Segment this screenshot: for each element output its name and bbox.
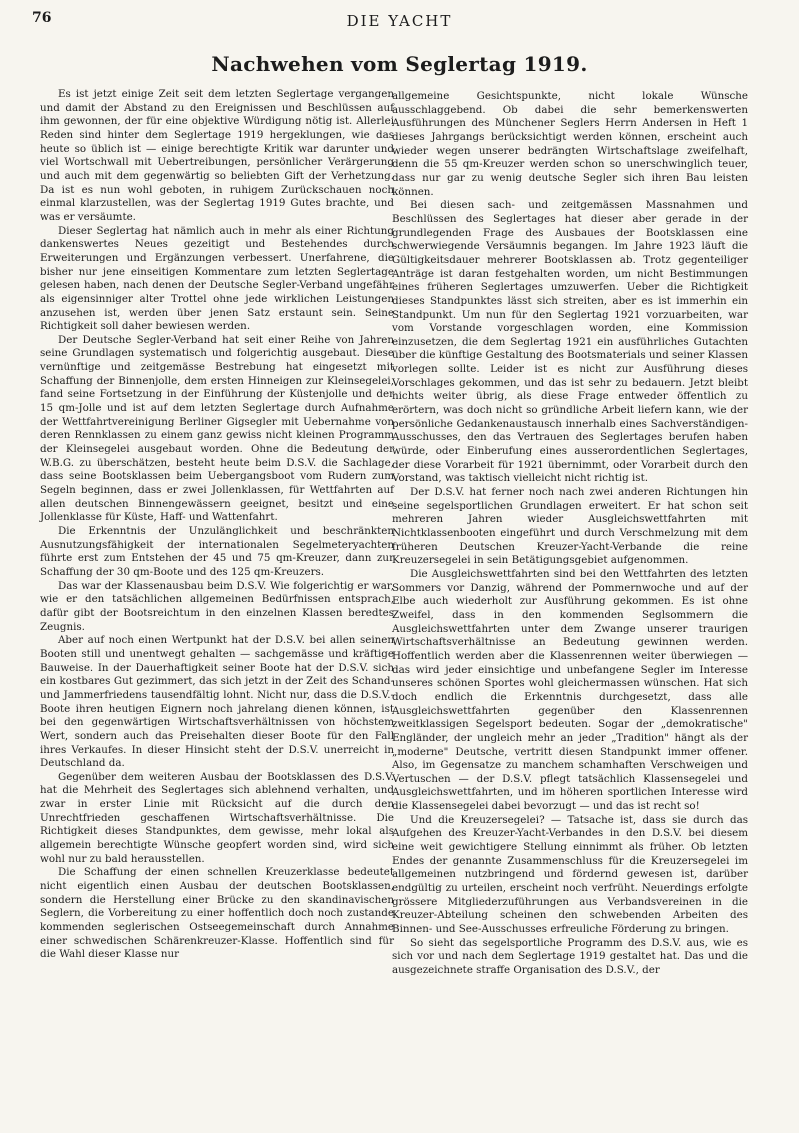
running-title: DIE YACHT	[346, 12, 453, 30]
paragraph: Gegenüber dem weiteren Ausbau der Bootsklassen des D.S.V. hat die Mehrheit des Seglertages sich ablehnend verhalten, und zwar in erster Linie mit Rücksicht auf die durch den Unrechtfrieden geschaffenen Wirtschaftsverhältnisse. Die Richtigkeit dieses Standpunktes, dem gewisse, mehr lokal als allgemein berechtigte Wünsche geopfert worden sind, wird sich wohl nur zu bald herausstellen.	[40, 770, 394, 865]
paragraph: Das war der Klassenausbau beim D.S.V. Wie folgerichtig er war, wie er den tatsächlichen allgemeinen Bedürfnissen entsprach, dafür gibt der Bootsreichtum in den einzelnen Klassen beredtes Zeugnis.	[40, 579, 394, 633]
paragraph: Der D.S.V. hat ferner noch nach zwei anderen Richtungen hin seine segelsportlichen Grundlagen erweitert. Er hat schon seit mehreren Jahren wieder Ausgleichswettfahrten mit Nichtklassenbooten eingeführt und durch Verschmelzung mit dem früheren Deutschen Kreuzer-Yacht-Verbande die reine Kreuzersegelei in sein Betätigungsgebiet aufgenommen.	[392, 486, 748, 567]
paragraph: Es ist jetzt einige Zeit seit dem letzten Seglertage vergangen und damit der Abstand zu den Ereignissen und Beschlüssen auf ihm gewonnen, der für eine objektive Würdigung nötig ist. Allerlei Reden sind hinter dem Seglertage 1919 hergeklungen, wie das heute so üblich ist — einige berechtigte Kritik war darunter und viel Wortschwall mit Uebertreibungen, persönlicher Verärgerung und auch mit dem gegenwärtig so beliebten Gift der Verhetzung. Da ist es nun wohl geboten, in ruhigem Zurückschauen noch einmal klarzustellen, was der Seglertag 1919 Gutes brachte, und was er versäumte.	[40, 88, 394, 223]
paragraph: Die Erkenntnis der Unzulänglichkeit und beschränkten Ausnutzungsfähigkeit der internationalen Segelmeteryachten führte erst zum Entstehen der 45 und 75 qm-Kreuzer, dann zur Schaffung der 30 qm-Boote und des 125 qm-Kreuzers.	[40, 525, 394, 578]
article-title: Nachwehen vom Seglertag 1919.	[211, 52, 588, 76]
paragraph: Bei diesen sach- und zeitgemässen Massnahmen und Beschlüssen des Seglertages hat dieser aber gerade in der grundlegenden Frage des Ausbaues der Bootsklassen eine schwerwiegende Versäumnis begangen. Im Jahre 1923 läuft die Gültigkeitsdauer mehrerer Bootsklassen ab. Trotz gegenteiliger Anträge ist daran festgehalten worden, um nicht Bestimmungen eines früheren Seglertages umzuwerfen. Ueber die Richtigkeit dieses Standpunktes lässt sich streiten, aber es ist immerhin ein Standpunkt. Um nun für den Seglertag 1921 vorzuarbeiten, war vom Vorstande vorgeschlagen worden, eine Kommission einzusetzen, die dem Seglertag 1921 ein ausführliches Gutachten über die künftige Gestaltung des Bootsmaterials und seiner Klassen vorlegen sollte. Leider ist es nicht zur Ausführung dieses Vorschlages gekommen, und das ist sehr zu bedauern. Jetzt bleibt nichts weiter übrig, als diese Frage entweder öffentlich zu erörtern, was doch nicht so gründliche Arbeit liefern kann, wie der persönliche Gedankenaustausch innerhalb eines Sachverständigen-Ausschusses, den das Vertrauen des Seglertages berufen haben würde, oder Einberufung eines ausserordentlichen Seglertages, der diese Vorarbeit für 1921 übernimmt, oder Vorarbeit durch den Vorstand, was taktisch vielleicht nicht richtig ist.	[392, 199, 749, 485]
paragraph: Der Deutsche Segler-Verband hat seit einer Reihe von Jahren seine Grundlagen systematisch und folgerichtig ausgebaut. Diese vernünftige und zeitgemässe Bestrebung hat eingesetzt mit Schaffung der Binnenjolle, dem ersten Hinneigen zur Kleinsegelei, fand seine Fortsetzung in der Einführung der Küstenjolle und der 15 qm-Jolle und ist auf dem letzten Seglertage durch Aufnahme der Wettfahrtvereinigung Berliner Gigsegler mit Uebernahme von deren Rennklassen zu einem ganz gewiss nicht kleinen Programm der Kleinsegelei ausgebaut worden. Ohne die Bedeutung der W.B.G. zu überschätzen, besteht heute beim D.S.V. die Sachlage, dass seine Bootsklassen beim Uebergangsboot vom Rudern zum Segeln beginnen, dass er zwei Jollenklassen, für Wettfahrten auf allen deutschen Binnengewässern geeignet, besitzt und eine Jollenklasse für Küste, Haff- und Wattenfahrt.	[40, 333, 394, 524]
left-column	[40, 88, 394, 962]
page-number: 76	[32, 10, 52, 26]
paragraph: Die Ausgleichswettfahrten sind bei den Wettfahrten des letzten Sommers vor Danzig, während der Pommernwoche und auf der Elbe auch wiederholt zur Ausführung gekommen. Es ist ohne Zweifel, dass in den kommenden Seglsommern die Ausgleichswettfahrten unter dem Zwange unserer traurigen Wirtschaftsverhältnisse an Bedeutung gewinnen werden. Hoffentlich werden aber die Klassenrennen weiter überwiegen — das wird jeder einsichtige und unbefangene Segler im Interesse unseres schönen Sportes wohl gleichermassen wünschen. Hat sich doch endlich die Erkenntnis durchgesetzt, dass alle Ausgleichswettfahrten gegenüber den Klassenrennen zweitklassigen Segelsport bedeuten. Sogar der „demokratische" Engländer, der ungleich mehr an jeder „Tradition" hängt als der „moderne" Deutsche, vertritt diesen Standpunkt immer offener. Also, im Gegensatze zu manchem schamhaften Verschweigen und Vertuschen — der D.S.V. pflegt tatsächlich Klassensegelei und Ausgleichswettfahrten, und im höheren sportlichen Interesse wird die Klassensegelei dabei bevorzugt — und das ist recht so!	[392, 567, 748, 813]
paragraph: Dieser Seglertag hat nämlich auch in mehr als einer Richtung dankenswertes Neues gezeitigt und Bestehendes durch Erweiterungen und Ergänzungen verbessert. Unerfahrene, die bisher nur jene einseitigen Kommentare zum letzten Seglertage gelesen haben, nach denen der Deutsche Segler-Verband ungefähr als eigensinniger alter Trottel ohne jede wirklichen Leistungen anzusehen ist, werden über jenen Satz erstaunt sein. Seine Richtigkeit soll daher bewiesen werden.	[40, 224, 394, 333]
paragraph: Aber auf noch einen Wertpunkt hat der D.S.V. bei allen seinen Booten still und unentwegt gehalten — sachgemässe und kräftige Bauweise. In der Dauerhaftigkeit seiner Boote hat der D.S.V. sich ein kostbares Gut gezimmert, das sich jetzt in der Zeit des Schand- und Jammerfriedens tausendfältig lohnt. Nicht nur, dass die D.S.V.-Boote ihren heutigen Eignern noch jahrelang dienen können, ist bei den gegenwärtigen Wirtschaftsverhältnissen von höchstem Wert, sondern auch das Preisehalten dieser Boote für den Fall ihres Verkaufes. In dieser Hinsicht steht der D.S.V. unerreicht in Deutschland da.	[40, 634, 394, 770]
paragraph: Und die Kreuzersegelei? — Tatsache ist, dass sie durch das Aufgehen des Kreuzer-Yacht-Verbandes in den D.S.V. bei diesem eine weit gewichtigere Stellung einnimmt als früher. Ob letzten Endes der genannte Zusammenschluss für die Kreuzersegelei im allgemeinen nutzbringend und fördernd gewesen ist, darüber endgültig zu urteilen, erscheint noch verfrüht. Neuerdings erfolgte grössere Mitgliederzuführungen aus Verbandsvereinen in die Kreuzer-Abteilung scheinen den schwebenden Arbeiten des Binnen- und See-Ausschusses erfreuliche Förderung zu bringen.	[392, 813, 748, 936]
right-column	[392, 90, 748, 978]
paragraph: allgemeine Gesichtspunkte, nicht lokale Wünsche ausschlaggebend. Ob dabei die sehr bemerkenswerten Ausführungen des Münchener Seglers Herrn Andersen in Heft 1 dieses Jahrgangs berücksichtigt werden können, erscheint auch wieder wegen unserer bedrängten Wirtschaftslage zweifelhaft, denn die 55 qm-Kreuzer werden schon so unerschwinglich teuer, dass nur gar zu wenig deutsche Segler sich ihren Bau leisten können.	[392, 90, 748, 198]
paragraph: Die Schaffung der einen schnellen Kreuzerklasse bedeutet nicht eigentlich einen Ausbau der deutschen Bootsklassen, sondern die Herstellung einer Brücke zu den skandinavischen Seglern, die Vorbereitung zu einer hoffentlich doch noch zustande kommenden seglerischen Ostseegemeinschaft durch Annahme einer schwedischen Schärenkreuzer-Klasse. Hoffentlich sind für die Wahl dieser Klasse nur	[40, 866, 394, 961]
paragraph: So sieht das segelsportliche Programm des D.S.V. aus, wie es sich vor und nach dem Seglertage 1919 gestaltet hat. Das und die ausgezeichnete straffe Organisation des D.S.V., der	[392, 936, 748, 976]
